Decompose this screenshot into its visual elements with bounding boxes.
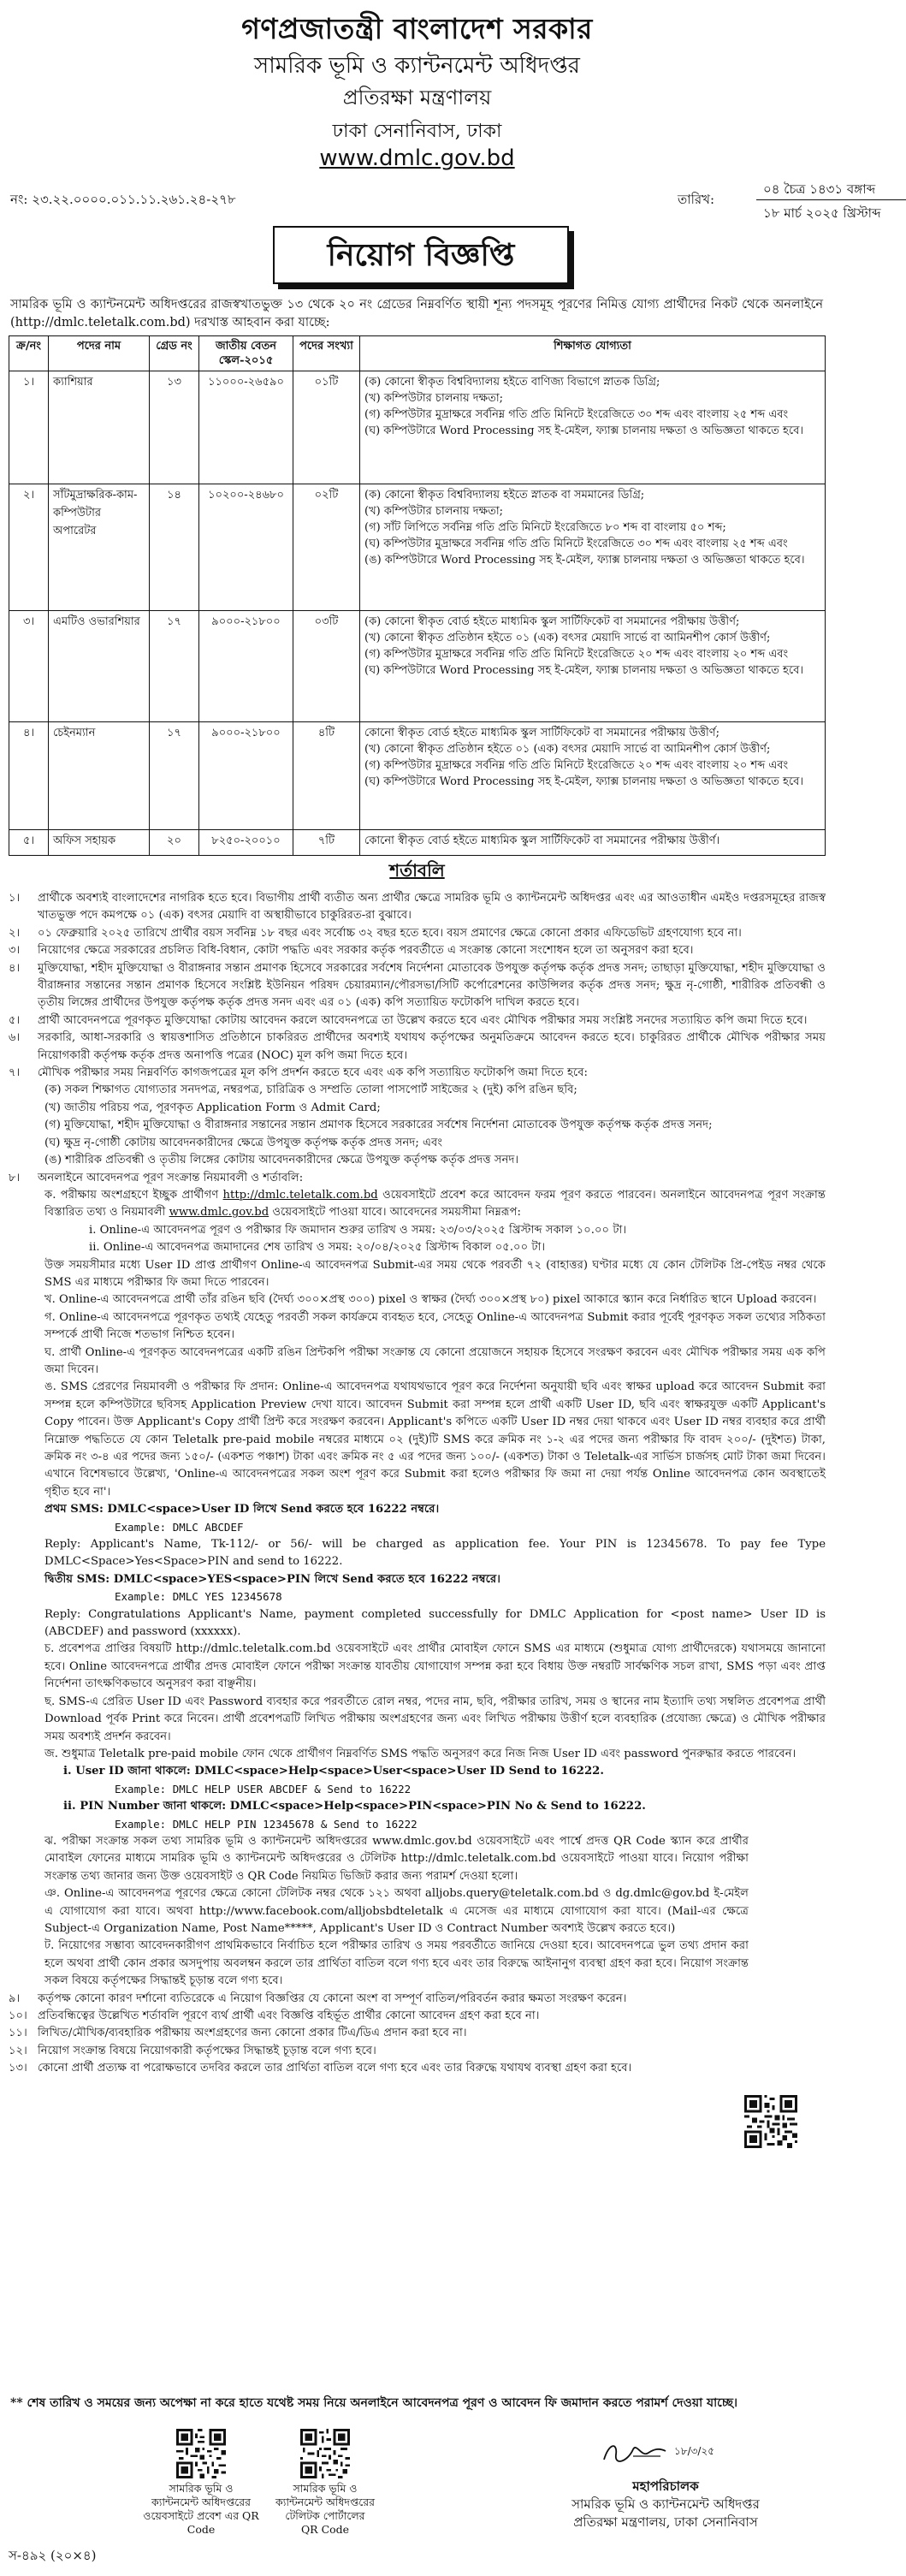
cell-qualification (360, 484, 826, 611)
qualification-item: (ঘ) কম্পিউটারে Word Processing সহ ই-মেইল, ফ্যাক্স চালনায় দক্ষতা ও অভিজ্ঞতা থাকতে হবে। (364, 664, 803, 677)
term-text: অনলাইনে আবেদনপত্র পূরণ সংক্রান্ত নিয়মাবলী ও শর্তাবলি: (38, 1171, 304, 1184)
qualification-item: (ক) কোনো স্বীকৃত বিশ্ববিদ্যালয় হইতে বাণিজ্য বিভাগে স্নাতক ডিগ্রি; (364, 376, 660, 389)
cell-scale: ৮২৫০-২০০১০ (199, 830, 293, 856)
term-sub (63, 1798, 826, 1815)
table-row (9, 611, 826, 722)
sms-example: Example: DMLC HELP PIN 12345678 & Send to 16222 (115, 1817, 417, 1831)
qr-code-icon[interactable] (300, 2429, 350, 2478)
term-number: ৮। (9, 1171, 21, 1184)
col-header-post: পদের নাম (49, 336, 150, 371)
cell-qualification (360, 611, 826, 722)
terms-heading: শর্তাবলি (389, 860, 445, 881)
signatory-location: প্রতিরক্ষা মন্ত্রণালয়, ঢাকা সেনানিবাস (573, 2514, 758, 2530)
qualification-item: কোনো স্বীকৃত বোর্ড হইতে মাধ্যমিক স্কুল সার্টিফিকেট বা সমমানের পরীক্ষায় উত্তীর্ণ; (364, 727, 719, 739)
cell-scale: ৯০০০-২১৮০০ (199, 611, 293, 722)
qr-caption: QR Code (300, 2523, 350, 2536)
dmlc-website-link[interactable]: www.dmlc.gov.bd (169, 1206, 269, 1220)
table-header-row (9, 336, 826, 371)
qr-caption: ক্যান্টনমেন্ট অধিদপ্তরের (151, 2496, 252, 2508)
signatory-title: মহাপরিচালক (632, 2478, 699, 2494)
signature-image (599, 2436, 736, 2470)
date-english: ১৮ মার্চ ২০২৫ খ্রিস্টাব্দ (763, 205, 881, 221)
header-website-link[interactable]: www.dmlc.gov.bd (319, 145, 515, 171)
qualification-item: (খ) কম্পিউটার চালনায় দক্ষতা; (364, 505, 504, 518)
cell-post: এমটিও ওভারশিয়ার (49, 611, 150, 722)
cell-scale: ১০২০০-২৪৬৮০ (199, 484, 293, 611)
qualification-item: কোনো স্বীকৃত বোর্ড হইতে মাধ্যমিক স্কুল সার্টিফিকেট বা সমমানের পরীক্ষায় উত্তীর্ণ। (364, 834, 720, 847)
term-sub: i. Online-এ আবেদনপত্র পূরণ ও পরীক্ষার ফি জমাদান শুরুর তারিখ ও সময়: ২৩/০৩/২০২৫ খ্রিস্টাব্দ সকাল ১০.০০ টা। (89, 1223, 627, 1237)
sms-second-label: দ্বিতীয় SMS: DMLC<space>YES<space>PIN লিখে Send করতে হবে 16222 নম্বরে। (44, 1572, 500, 1586)
term-sub: (ঙ) শারীরিক প্রতিবন্ধী ও তৃতীয় লিঙ্গের কোটায় আবেদনকারীদের ক্ষেত্রে উপযুক্ত কর্তৃপক্ষ কর্তৃক প্রদত্ত সনদ। (44, 1154, 519, 1167)
cell-serial: ২। (9, 484, 49, 611)
qualification-item: (ক) কোনো স্বীকৃত বিশ্ববিদ্যালয় হইতে স্নাতক বা সমমানের ডিগ্রি; (364, 489, 645, 502)
cell-qualification (360, 722, 826, 830)
term-item (9, 925, 826, 942)
sms-example: Example: DMLC YES 12345678 (115, 1590, 282, 1604)
cell-count: ০২টি (293, 484, 360, 611)
cell-qualification (360, 830, 826, 856)
term-item (9, 2008, 826, 2025)
footer-reference: স-৪৯২ (২০×৪) (9, 2548, 97, 2563)
term-item (9, 890, 826, 925)
term-number: ১২। (9, 2044, 27, 2057)
header-govt: গণপ্রজাতন্ত্রী বাংলাদেশ সরকার (241, 12, 593, 45)
cell-grade: ১৪ (150, 484, 199, 611)
term-sub: ঞ. Online-এ আবেদনপত্র পূরণের ক্ষেত্রে কোনো টেলিটক নম্বর থেকে ১২১ অথবা alljobs.query@teletalk.com.bd ও dg.dmlc@gov.bd ই-মেইল এ যোগাযোগ করা যাবে। অথবা http://www.facebook.com/alljobsbdteletalk এ মেসেজ এর মাধ্যমে যোগাযোগ করা যাবে। (Mail-এর ক্ষেত্রে Subject-এ Organization Name, Post Name*****, Applicant's User ID ও Contract Number অবশ্যই উল্লেখ করতে হবে।) (44, 1887, 749, 1935)
term-item (9, 2043, 826, 2060)
cell-count: ৪টি (293, 722, 360, 830)
term-text: নিয়োগ সংক্রান্ত বিষয়ে নিয়োগকারী কর্তৃপক্ষের সিদ্ধান্তই চূড়ান্ত বলে গণ্য হবে। (38, 2044, 376, 2057)
header-ministry: প্রতিরক্ষা মন্ত্রণালয় (342, 86, 492, 110)
term-sub (44, 1187, 826, 1222)
signature-date: ১৮/৩/২৫ (674, 2445, 715, 2457)
table-row (9, 830, 826, 856)
qualification-item: (খ) কোনো স্বীকৃত প্রতিষ্ঠান হইতে ০১ (এক) বৎসর মেয়াদি সার্ভে বা আমিনশীপ কোর্স উত্তীর্ণ; (364, 743, 771, 756)
qualification-item: (খ) কম্পিউটার চালনায় দক্ষতা; (364, 392, 504, 405)
term-sub: ঝ. পরীক্ষা সংক্রান্ত সকল তথ্য সামরিক ভূমি ও ক্যান্টনমেন্ট অধিদপ্তরের www.dmlc.gov.bd ওয়েবসাইটে এবং পার্শ্বে প্রদত্ত QR Code স্ক্যান করে প্রার্থীর মোবাইল ফোনের মাধ্যমে সামরিক ভূমি ও ক্যান্টনমেন্ট অধিদপ্তরের ও টেলিটক http://dmlc.teletalk.com.bd ওয়েবসাইটে পাওয়া যাবে। নিয়োগ পরীক্ষা সংক্রান্ত তথ্য জানার জন্য উক্ত ওয়েবসাইট ও QR Code নিয়মিত ভিজিট করার জন্য পরামর্শ দেওয়া হলো। (44, 1834, 749, 1883)
table-row (9, 722, 826, 830)
cell-grade: ১৭ (150, 722, 199, 830)
term-number: ১। (9, 892, 21, 905)
term-number: ৬। (9, 1031, 21, 1045)
cell-qualification (360, 371, 826, 484)
term-item (9, 1065, 826, 1169)
term-text: ০১ ফেব্রুয়ারি ২০২৫ তারিখে প্রার্থীর বয়স সর্বনিম্ন ১৮ বছর এবং সর্বোচ্চ ৩২ বছর হতে হবে। বয়স প্রমাণের ক্ষেত্রে কোনো প্রকার এফিডেভিট গ্রহণযোগ্য হবে না। (38, 926, 742, 940)
term-text: নিয়োগের ক্ষেত্রে সরকারের প্রচলিত বিধি-বিধান, কোটা পদ্ধতি এবং সরকার কর্তৃক পরবর্তীতে এ সংক্রান্ত কোনো সংশোধন হলে তা অনুসরণ করা হবে। (38, 944, 694, 958)
term-sub: জ. শুধুমাত্র Teletalk pre-paid mobile ফোন থেকে প্রার্থীগণ নিম্নবর্ণিত SMS পদ্ধতি অনুসরণ করে নিজ নিজ User ID এবং password পুনরুদ্ধার করতে পারবেন। (44, 1747, 796, 1760)
term-item (9, 1991, 826, 2008)
term-sub: (গ) মুক্তিযোদ্ধা, শহীদ মুক্তিযোদ্ধা ও বীরাঙ্গনার সন্তানের সন্তান প্রমাণক হিসেবে সরকারের সর্বশেষ নির্দেশনা মোতাবেক উপযুক্ত কর্তৃপক্ষ কর্তৃক প্রদত্ত সনদ; (44, 1119, 713, 1132)
qualification-item: (গ) কম্পিউটার মুদ্রাক্ষরে সর্বনিম্ন গতি প্রতি মিনিটে ইংরেজিতে ২০ শব্দ এবং বাংলায় ২০ শব্দ এবং (364, 648, 789, 661)
qualification-item: (ক) কোনো স্বীকৃত বোর্ড হইতে মাধ্যমিক স্কুল সার্টিফিকেট বা সমমানের পরীক্ষায় উত্তীর্ণ; (364, 615, 740, 628)
qualification-item: (গ) কম্পিউটার মুদ্রাক্ষরে সর্বনিম্ন গতি প্রতি মিনিটে ইংরেজিতে ৩০ শব্দ এবং বাংলায় ২৫ শব্দ এবং (364, 408, 789, 421)
qr-teletalk (261, 2429, 389, 2537)
qualification-item: (গ) কম্পিউটার মুদ্রাক্ষরে সর্বনিম্ন গতি প্রতি মিনিটে ইংরেজিতে ২০ শব্দ এবং বাংলায় ২০ শব্দ এবং (364, 759, 789, 772)
cell-scale: ১১০০০-২৬৫৯০ (199, 371, 293, 484)
term-sub: (খ) জাতীয় পরিচয় পত্র, পূরণকৃত Application Form ও Admit Card; (44, 1101, 381, 1114)
memo-number: নং: ২৩.২২.০০০০.০১১.১১.২৬১.২৪-২৭৮ (10, 192, 236, 207)
qr-code-icon[interactable] (176, 2429, 226, 2478)
notice-title: নিয়োগ বিজ্ঞপ্তি (273, 226, 569, 284)
term-number: ৫। (9, 1013, 21, 1027)
cell-grade: ১৩ (150, 371, 199, 484)
cell-grade: ১৭ (150, 611, 199, 722)
qualification-item: (ঙ) কম্পিউটারে Word Processing সহ ই-মেইল, ফ্যাক্স চালনায় দক্ষতা ও অভিজ্ঞতা থাকতে হবে। (364, 554, 805, 567)
date-label: তারিখ: (678, 192, 715, 207)
teletalk-link[interactable]: http://dmlc.teletalk.com.bd (222, 1188, 378, 1202)
terms-list (9, 890, 826, 2078)
term-text: প্রার্থীকে অবশ্যই বাংলাদেশের নাগরিক হতে হবে। বিভাগীয় প্রার্থী ব্যতীত অন্য প্রার্থীর ক্ষেত্রে সামরিক ভূমি ও ক্যান্টনমেন্ট অধিদপ্তর এবং এর আওতাধীন এমইও দপ্তরসমূহের রাজস্ব খাতভুক্ত পদে কমপক্ষে ০১ (এক) বৎসর মেয়াদি বা অস্থায়ীভাবে চাকুরিরত-রা বুঝাবে। (38, 892, 826, 923)
sms-first-label: প্রথম SMS: DMLC<space>User ID লিখে Send করতে হবে 16222 নম্বরে। (44, 1503, 440, 1517)
cell-count: ৭টি (293, 830, 360, 856)
term-item (9, 1012, 826, 1030)
term-sub (63, 1763, 826, 1780)
cell-serial: ১। (9, 371, 49, 484)
sms-reply: Reply: Congratulations Applicant's Name, payment completed successfully for DMLC Application for <post name> User ID is (ABCDEF) and password (xxxxxx). (44, 1607, 826, 1639)
term-sub: উক্ত সময়সীমার মধ্যে User ID প্রাপ্ত প্রার্থীগণ Online-এ আবেদনপত্র Submit-এর সময় থেকে পরবর্তী ৭২ (বাহাত্তর) ঘণ্টার মধ্যে যে কোন টেলিটক প্রি-পেইড নম্বর থেকে SMS এর মাধ্যমে পরীক্ষার ফি জমা দিতে পারবেন। (44, 1258, 826, 1289)
term-text: লিখিত/মৌখিক/ব্যবহারিক পরীক্ষায় অংশগ্রহণের জন্য কোনো প্রকার টিএ/ডিএ প্রদান করা হবে না। (38, 2027, 467, 2040)
col-header-grade: গ্রেড নং (150, 336, 199, 371)
cell-serial: ৫। (9, 830, 49, 856)
qr-caption: ওয়েবসাইটে প্রবেশ এর QR (143, 2509, 259, 2522)
sms-example: Example: DMLC HELP USER ABCDEF & Send to 16222 (115, 1782, 412, 1795)
term-sub-text: ওয়েবসাইটে পাওয়া যাবে। আবেদনের সময়সীমা নিম্নরূপ: (272, 1206, 521, 1220)
term-item (9, 960, 826, 1012)
term-item (9, 2060, 826, 2077)
term-number: ১১। (9, 2027, 27, 2040)
term-sub: (ক) সকল শিক্ষাগত যোগ্যতার সনদপত্র, নম্বরপত্র, চারিত্রিক ও সম্প্রতি তোলা পাসপোর্ট সাইজের ২ (দুই) কপি রঙিন ছবি; (44, 1083, 577, 1097)
qualification-item: (ঘ) কম্পিউটার মুদ্রাক্ষরে সর্বনিম্ন গতি প্রতি মিনিটে ইংরেজিতে ৩০ শব্দ এবং বাংলায় ২৫ শব্দ এবং (364, 537, 788, 550)
sms-reply: Reply: Applicant's Name, Tk-112/- or 56/- will be charged as application fee. Your PIN is 12345678. To pay fee Type DMLC<Space>Yes<Space>PIN and send to 16222. (44, 1538, 826, 1569)
cell-post: চেইনম্যান (49, 722, 150, 830)
col-header-qualification: শিক্ষাগত যোগ্যতা (360, 336, 826, 371)
qr-code-icon[interactable] (744, 2095, 797, 2148)
qr-caption: Code (187, 2523, 216, 2536)
col-header-scale: জাতীয় বেতন স্কেল-২০১৫ (199, 336, 293, 371)
term-number: ৩। (9, 944, 21, 958)
qualification-item: (গ) সাঁট লিপিতে সর্বনিম্ন গতি প্রতি মিনিটে ইংরেজিতে ৮০ শব্দ বা বাংলায় ৫০ শব্দ; (364, 521, 726, 534)
qualification-item: (ঘ) কম্পিউটারে Word Processing সহ ই-মেইল, ফ্যাক্স চালনায় দক্ষতা ও অভিজ্ঞতা থাকতে হবে। (364, 424, 803, 437)
qr-caption: সামরিক ভূমি ও (293, 2482, 358, 2495)
term-sub: ট. নিয়োগের সম্ভাব্য আবেদনকারীগণ প্রাথমিকভাবে নির্বাচিত হলে পরীক্ষার তারিখ ও সময় পরবর্তীতে জানিয়ে দেওয়া হবে। আবেদনপত্রে ভুল তথ্য প্রদান করা হলে অথবা প্রার্থী কোন প্রকার অসদুপায় অবলম্বন করলে তার প্রার্থিতা বাতিল বলে গণ্য হবে এবং তার বিরুদ্ধে আইনানুগ ব্যবস্থা গ্রহণ করা হবে। নিয়োগ সংক্রান্ত সকল বিষয়ে কর্তৃপক্ষের সিদ্ধান্তই চূড়ান্ত বলে গণ্য হবে। (44, 1939, 749, 1988)
table-row (9, 371, 826, 484)
term-text: মুক্তিযোদ্ধা, শহীদ মুক্তিযোদ্ধা ও বীরাঙ্গনার সন্তান প্রমাণক হিসেবে সরকারের সর্বশেষ নির্দেশনা মোতাবেক উপযুক্ত কর্তৃপক্ষ কর্তৃক প্রদত্ত সনদ; তাছাড়া মুক্তিযোদ্ধা, শহীদ মুক্তিযোদ্ধা ও বীরাঙ্গনার সন্তানের সন্তান প্রমাণক হিসেবে সংশ্লিষ্ট ইউনিয়ন পরিষদ চেয়ারম্যান/পৌরসভা/সিটি কর্পোরেশনের কাউন্সিলর কর্তৃক প্রদত্ত সনদ; ক্ষুদ্র নৃ-গোষ্ঠী, শারীরিক প্রতিবন্ধী ও তৃতীয় লিঙ্গের প্রার্থীদের উপযুক্ত কর্তৃপক্ষ কর্তৃক প্রদত্ত সনদ এবং এর ০১ (এক) কপি সত্যায়িত ফটোকপি দাখিল করতে হবে। (38, 961, 826, 1010)
sms-line (44, 1501, 826, 1518)
term-number: ৪। (9, 961, 21, 975)
intro-paragraph: সামরিক ভূমি ও ক্যান্টনমেন্ট অধিদপ্তরের রাজস্বখাতভুক্ত ১৩ থেকে ২০ নং গ্রেডের নিম্নবর্ণিত স্থায়ী শূন্য পদসমূহ পূরণের নিমিত্ত যোগ্য প্রার্থীদের নিকট থেকে অনলাইনে (http://dmlc.teletalk.com.bd) দরখাস্ত আহবান করা যাচ্ছে: (10, 298, 823, 329)
cell-grade: ২০ (150, 830, 199, 856)
qr-caption: ক্যান্টনমেন্ট অধিদপ্তরের (275, 2496, 376, 2508)
col-header-count: পদের সংখ্যা (293, 336, 360, 371)
cell-post: ক্যাশিয়ার (49, 371, 150, 484)
qr-caption: সামরিক ভূমি ও (169, 2482, 234, 2495)
final-advice-note: ** শেষ তারিখ ও সময়ের জন্য অপেক্ষা না করে হাতে যথেষ্ট সময় নিয়ে অনলাইনে আবেদনপত্র পূরণ ও আবেদন ফি জমাদান করতে পরামর্শ দেওয়া যাচ্ছে। (10, 2396, 738, 2410)
term-item (9, 1030, 826, 1065)
term-number: ১৩। (9, 2062, 27, 2075)
qr-website (137, 2429, 265, 2537)
term-item (9, 942, 826, 959)
sms-line (44, 1571, 826, 1588)
cell-count: ০৩টি (293, 611, 360, 722)
sms-example: Example: DMLC ABCDEF (115, 1520, 244, 1534)
term-sub: খ. Online-এ আবেদনপত্রে প্রার্থী তাঁর রঙিন ছবি (দৈর্ঘ্য ৩০০×প্রস্থ ৩০০) pixel ও স্বাক্ষর (দৈর্ঘ্য ৩০০×প্রস্থ ৮০) pixel আকারে স্ক্যান করে নির্ধারিত স্থানে Upload করবেন। (44, 1293, 817, 1307)
term-number: ৯। (9, 1991, 21, 2005)
term-sub: ঙ. SMS প্রেরণের নিয়মাবলী ও পরীক্ষার ফি প্রদান: Online-এ আবেদনপত্র যথাযথভাবে পূরণ করে নির্দেশনা অনুযায়ী ছবি এবং স্বাক্ষর upload করে আবেদন Submit করা সম্পন্ন হলে কম্পিউটারে ছবিসহ Application Preview দেখা যাবে। আবেদন Submit করা সম্পন্ন হলে প্রার্থী একটি User ID, ছবি এবং স্বাক্ষরযুক্ত একটি Applicant's Copy পাবেন। উক্ত Applicant's Copy প্রার্থী প্রিন্ট করে সংরক্ষণ করবেন। Applicant's কপিতে একটি User ID নম্বর দেয়া থাকবে এবং User ID নম্বর ব্যবহার করে প্রার্থী নিম্নোক্ত পদ্ধতিতে যে কোন Teletalk pre-paid mobile নম্বরের মাধ্যমে ০২ (দুই)টি SMS করে ক্রমিক নং ১-২ এর পদের জন্য পরীক্ষার ফি বাবদ ২০০/- (দুইশত) টাকা, ক্রমিক নং ৩-৪ এর পদের জন্য ১৫০/- (একশত পঞ্চাশ) টাকা এবং ক্রমিক নং ৫ এর পদের জন্য ১০০/- (একশত) টাকা ও Teletalk-এর সার্ভিস চার্জসহ মোট টাকা জমা দিবেন। এখানে বিশেষভাবে উল্লেখ্য, 'Online-এ আবেদনপত্রের সকল অংশ পূরণ করে Submit করা হলেও পরীক্ষার ফি জমা না দেয়া পর্যন্ত Online আবেদনপত্র কোন অবস্থাতেই গৃহীত হবে না'। (44, 1380, 826, 1499)
term-text: মৌখিক পরীক্ষার সময় নিম্নবর্ণিত কাগজপত্রের মূল কপি প্রদর্শন করতে হবে এবং এক কপি সত্যায়িত ফটোকপি জমা দিতে হবে: (38, 1066, 588, 1080)
recover-pin-label: ii. PIN Number জানা থাকলে: DMLC<space>Help<space>PIN<space>PIN No & Send to 16222. (63, 1800, 646, 1813)
date-divider (756, 199, 906, 200)
qr-caption: টেলিটক পোর্টালের (285, 2509, 365, 2522)
qualification-item: (খ) কোনো স্বীকৃত প্রতিষ্ঠান হইতে ০১ (এক) বৎসর মেয়াদি সার্ভে বা আমিনশীপ কোর্স উত্তীর্ণ; (364, 632, 771, 644)
term-sub: ছ. SMS-এ প্রেরিত User ID এবং Password ব্যবহার করে পরবর্তীতে রোল নম্বর, পদের নাম, ছবি, পরীক্ষার তারিখ, সময় ও স্থানের নাম ইত্যাদি তথ্য সম্বলিত প্রবেশপত্র প্রার্থী Download পূর্বক Print করে নিবেন। প্রার্থী প্রবেশপত্রটি লিখিত পরীক্ষায় অংশগ্রহণের জন্য এবং লিখিত পরীক্ষায় উত্তীর্ণ হলে ব্যবহারিক (প্রযোজ্য ক্ষেত্রে) ও মৌখিক পরীক্ষার সময় অবশ্যই প্রদর্শন করবেন। (44, 1695, 826, 1743)
col-header-serial: ক্র/নং (9, 336, 49, 371)
cell-serial: ৪। (9, 722, 49, 830)
date-bangla: ০৪ চৈত্র ১৪৩১ বঙ্গাব্দ (763, 181, 876, 197)
term-sub-text: ওয়েবসাইটে প্রবেশ করে আবেদন ফরম পূরণ করতে পারবেন। অনলাইনে আবেদনপত্র পূরণ সংক্রান্ত বিস্তারিত তথ্য ও নিয়মাবলী (44, 1188, 826, 1220)
header-directorate: সামরিক ভূমি ও ক্যান্টনমেন্ট অধিদপ্তর (254, 53, 580, 79)
cell-count: ০১টি (293, 371, 360, 484)
term-number: ২। (9, 926, 21, 940)
term-sub: গ. Online-এ আবেদনপত্রে পূরণকৃত তথ্যই যেহেতু পরবর্তী সকল কার্যক্রমে ব্যবহৃত হবে, সেহেতু Online-এ আবেদনপত্র Submit করার পূর্বেই পূরণকৃত সকল তথ্যের সঠিকতা সম্পর্কে প্রার্থী নিজে শতভাগ নিশ্চিত হবেন। (44, 1310, 826, 1342)
signatory-office: সামরিক ভূমি ও ক্যান্টনমেন্ট অধিদপ্তর (571, 2496, 760, 2512)
vacancy-table (9, 335, 826, 856)
term-text: সরকারি, আধা-সরকারি ও স্বায়ত্তশাসিত প্রতিষ্ঠানে চাকরিরত প্রার্থীদের অবশ্যই যথাযথ কর্তৃপক্ষের অনুমতিক্রমে আবেদন করতে হবে। চাকুরিরত প্রার্থীকে মৌখিক পরীক্ষার সময় নিয়োগকারী কর্তৃপক্ষ কর্তৃক প্রদত্ত অনাপত্তি পত্রের (NOC) মূল কপি জমা দিতে হবে। (38, 1031, 826, 1062)
term-item (9, 1170, 826, 1991)
term-sub-text: ক. পরীক্ষায় অংশগ্রহণে ইচ্ছুক প্রার্থীগণ (44, 1188, 219, 1202)
term-text: প্রতিবন্ধিত্বের উল্লেখিত শর্তাবলি পূরণে ব্যর্থ প্রার্থী এবং বিজ্ঞপ্তি বহির্ভূত প্রার্থীর কোনো আবেদন গ্রহণ করা হবে না। (38, 2009, 540, 2022)
term-sub: ii. Online-এ আবেদনপত্র জমাদানের শেষ তারিখ ও সময়: ২০/০৪/২০২৫ খ্রিস্টাব্দ বিকাল ০৫.০০ টা। (89, 1241, 546, 1255)
term-sub: ঘ. প্রার্থী Online-এ পূরণকৃত আবেদনপত্রের একটি রঙিন প্রিন্টকপি পরীক্ষা সংক্রান্ত যে কোনো প্রয়োজনে সহায়ক হিসেবে সংরক্ষণ করবেন এবং মৌখিক পরীক্ষার সময় এক কপি জমা দিবেন। (44, 1345, 826, 1376)
table-row (9, 484, 826, 611)
term-number: ৭। (9, 1066, 21, 1080)
cell-post: অফিস সহায়ক (49, 830, 150, 856)
recover-userid-label: i. User ID জানা থাকলে: DMLC<space>Help<space>User<space>User ID Send to 16222. (63, 1765, 604, 1778)
header-location: ঢাকা সেনানিবাস, ঢাকা (332, 121, 502, 142)
qualification-item: (ঘ) কম্পিউটারে Word Processing সহ ই-মেইল, ফ্যাক্স চালনায় দক্ষতা ও অভিজ্ঞতা থাকতে হবে। (364, 775, 803, 788)
cell-scale: ৯০০০-২১৮০০ (199, 722, 293, 830)
term-text: প্রার্থী আবেদনপত্রে পূরণকৃত মুক্তিযোদ্ধা কোটায় আবেদন করলে আবেদনপত্রে তা উল্লেখ করতে হবে এবং মৌখিক পরীক্ষার সময় সংশ্লিষ্ট সনদের সত্যায়িত কপি জমা দিতে হবে। (38, 1013, 808, 1027)
signatory-block (512, 2478, 820, 2531)
term-text: কর্তৃপক্ষ কোনো কারণ দর্শানো ব্যতিরেকে এ নিয়োগ বিজ্ঞপ্তির যে কোনো অংশ বা সম্পূর্ণ বাতিল/পরিবর্তন করার ক্ষমতা সংরক্ষণ করেন। (38, 1991, 627, 2005)
term-text: কোনো প্রার্থী প্রত্যক্ষ বা পরোক্ষভাবে তদবির করলে তার প্রার্থিতা বাতিল বলে গণ্য হবে এবং তার বিরুদ্ধে যথাযথ ব্যবস্থা গ্রহণ করা হবে। (38, 2062, 632, 2075)
cell-serial: ৩। (9, 611, 49, 722)
term-number: ১০। (9, 2009, 27, 2022)
cell-post: সাঁটমুদ্রাক্ষরিক-কাম-কম্পিউটার অপারেটর (49, 484, 150, 611)
term-item (9, 2025, 826, 2042)
term-sub: চ. প্রবেশপত্র প্রাপ্তির বিষয়টি http://dmlc.teletalk.com.bd ওয়েবসাইটে এবং প্রার্থীর মোবাইল ফোনে SMS এর মাধ্যমে (শুধুমাত্র যোগ্য প্রার্থীদেরকে) যথাসময়ে জানানো হবে। Online আবেদনপত্রে প্রার্থীর প্রদত্ত মোবাইল ফোনে পরীক্ষা সংক্রান্ত যাবতীয় যোগাযোগ সম্পন্ন করা হবে বিধায় উক্ত নম্বরটি সার্বক্ষণিক সচল রাখা, SMS পড়া এবং প্রাপ্ত নির্দেশনা তাৎক্ষণিকভাবে অনুসরণ করা বাঞ্ছনীয়। (44, 1642, 826, 1691)
term-sub: (ঘ) ক্ষুদ্র নৃ-গোষ্ঠী কোটায় আবেদনকারীদের ক্ষেত্রে উপযুক্ত কর্তৃপক্ষ কর্তৃক প্রদত্ত সনদ; এবং (44, 1136, 443, 1149)
